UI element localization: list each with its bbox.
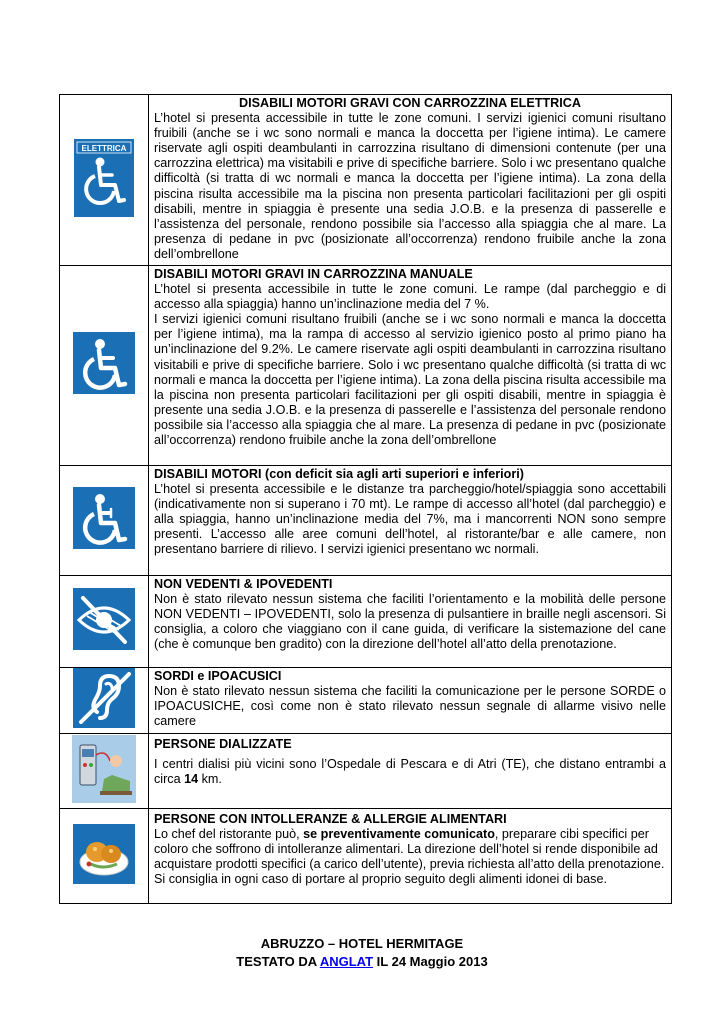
wheelchair-manual-icon <box>73 332 135 399</box>
row-paragraph: Lo chef del ristorante può, se preventivamente comunicato, preparare cibi specifici per coloro che soffrono di intolleranze alimentari. La direzione dell’hotel si rende disponibile ad acquistare prodotti specifici (a carico dell’utente), previa richiesta all’atto della prenotazione. <box>154 827 665 872</box>
food-plate-icon <box>73 824 135 889</box>
row-paragraph: Non è stato rilevato nessun sistema che faciliti l’orientamento e la mobilità delle persone NON VEDENTI – IPOVEDENTI, solo la presenza di pulsantiere in braille negli ascensori. Si consiglia, a coloro che viaggiano con il cane guida, di verificare la sistemazione del cane (che è comunque ben gradito) con la direzione dell’hotel all’atto della prenotazione. <box>154 592 666 652</box>
row-title: PERSONE DIALIZZATE <box>154 737 292 751</box>
table-row <box>60 809 672 904</box>
anglat-link[interactable]: ANGLAT <box>319 954 374 969</box>
text-cell <box>149 576 672 668</box>
icon-cell <box>60 466 149 576</box>
dialysis-icon <box>72 735 136 808</box>
footer-line-1: ABRUZZO – HOTEL HERMITAGE <box>260 936 464 951</box>
blind-eye-icon <box>73 588 135 655</box>
table-row <box>60 95 672 266</box>
row-title: SORDI e IPOACUSICI <box>154 669 282 683</box>
text-cell <box>149 466 672 576</box>
row-paragraph: L’hotel si presenta accessibile in tutte le zone comuni. Le rampe (dal parcheggio e di accesso alla spiaggia) hanno un’inclinazione media del 7 %. <box>154 282 666 312</box>
accessibility-table <box>59 94 672 904</box>
text-cell <box>149 734 672 809</box>
deaf-ear-icon <box>73 668 135 733</box>
icon-cell <box>60 576 149 668</box>
table-row <box>60 466 672 576</box>
wheelchair-electric-icon <box>74 139 134 222</box>
icon-cell <box>60 734 149 809</box>
row-paragraph: I centri dialisi più vicini sono l’Ospedale di Pescara e di Atri (TE), che distano entrambi a circa 14 km. <box>154 757 666 787</box>
icon-cell <box>60 95 149 266</box>
footer-line-2: TESTATO DA ANGLAT IL 24 Maggio 2013 <box>236 954 488 969</box>
icon-cell <box>60 809 149 904</box>
wheelchair-limited-icon <box>73 487 135 554</box>
row-paragraph: Non è stato rilevato nessun sistema che faciliti la comunicazione per le persone SORDE o IPOACUSICHE, così come non è stato rilevato nessun segnale di allarme visivo nelle camere <box>154 684 666 729</box>
icon-cell <box>60 266 149 466</box>
table-row <box>60 266 672 466</box>
text-cell <box>149 668 672 734</box>
table-row <box>60 668 672 734</box>
row-title: NON VEDENTI & IPOVEDENTI <box>154 577 333 591</box>
row-paragraph: L’hotel si presenta accessibile e le distanze tra parcheggio/hotel/spiaggia sono accettabili (indicativamente non si superano i 70 mt). Le rampe di accesso all’hotel (dal parcheggio) e alla spiaggia, hanno un’inclinazione media del 7%, ma i mancorrenti NON sono sempre presenti. L’accesso alle aree comuni dell’hotel, al ristorante/bar e alle camere, non presentano barriere di rilievo. I servizi igienici presentano wc normali. <box>154 482 666 557</box>
row-paragraph: Si consiglia in ogni caso di portare al proprio seguito degli alimenti idonei di base. <box>154 872 607 887</box>
icon-label: ELETTRICA <box>81 143 127 153</box>
text-cell <box>149 95 672 266</box>
text-cell <box>149 266 672 466</box>
text-cell <box>149 809 672 904</box>
row-title: DISABILI MOTORI GRAVI CON CARROZZINA ELETTRICA <box>239 96 581 110</box>
row-title: DISABILI MOTORI (con deficit sia agli arti superiori e inferiori) <box>154 467 524 481</box>
row-paragraph: L’hotel si presenta accessibile in tutte le zone comuni. I servizi igienici comuni risultano fruibili (anche se i wc sono normali e manca la doccetta per l’igiene intima). Le camere riservate agli ospiti deambulanti in carrozzina risultano di dimensioni contenute (per una carrozzina elettrica) ma visitabili e prive di specifiche barriere. Solo i wc presentano qualche difficoltà (si tratta di wc normali e manca la doccetta per l’igiene intima). La zona della piscina risulta accessibile ma la piscina non presenta particolari facilitazioni per gli ospiti disabili, mentre in spiaggia è presente una sedia J.O.B. e la presenza di passerelle e l’assistenza del personale, rendono possibile sia l’accesso alla spiaggia che al mare. La presenza di pedane in pvc (posizionate all’occorrenza) rendono fruibile anche la zona dell’ombrellone <box>154 111 666 261</box>
row-title: PERSONE CON INTOLLERANZE & ALLERGIE ALIMENTARI <box>154 812 507 826</box>
row-title: DISABILI MOTORI GRAVI IN CARROZZINA MANUALE <box>154 267 473 281</box>
table-row <box>60 734 672 809</box>
icon-cell <box>60 668 149 734</box>
table-row <box>60 576 672 668</box>
row-paragraph: I servizi igienici comuni risultano fruibili (anche se i wc sono normali e manca la doccetta per l’igiene intima), ma la rampa di accesso al servizio igienico posto al primo piano ha un’inclinazione del 9.2%. Le camere riservate agli ospiti deambulanti in carrozzina risultano visitabili e prive di specifiche barriere. Solo i wc presentano qualche difficoltà (si tratta di wc normali e manca la doccetta per l’igiene intima). La zona della piscina risulta accessibile ma la piscina non presenta particolari facilitazioni per gli ospiti disabili, mentre in spiaggia è presente una sedia J.O.B. e la presenza di passerelle e l’assistenza del personale rendono possibile sia l’accesso alla spiaggia che al mare. La presenza di pedane in pvc (posizionate all’occorrenza) rendono fruibile anche la zona dell’ombrellone <box>154 312 666 448</box>
